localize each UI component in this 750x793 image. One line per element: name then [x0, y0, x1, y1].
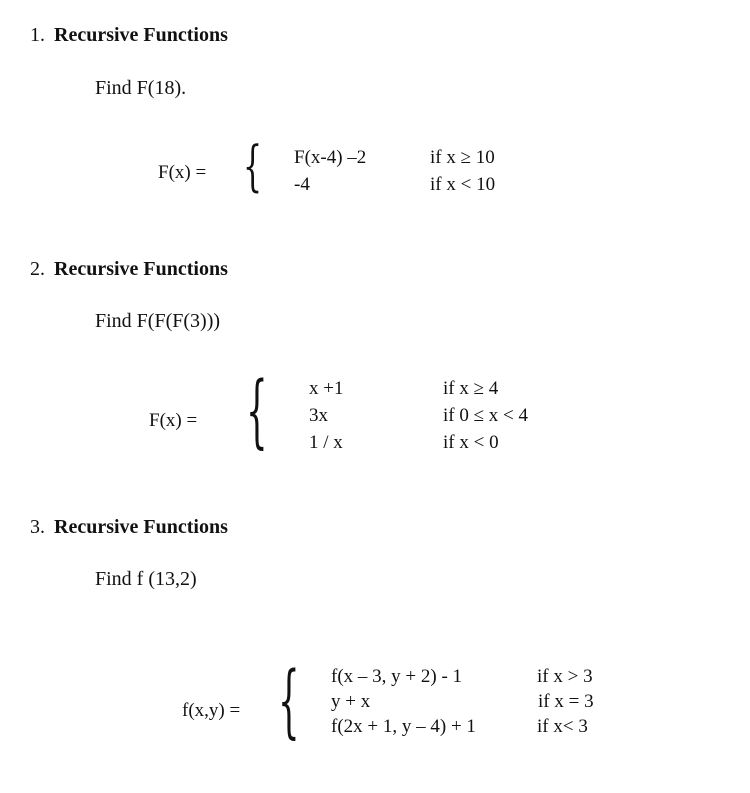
- problem-3-brace: {: [278, 656, 300, 748]
- problem-1-lhs: F(x) =: [158, 162, 207, 183]
- problem-1-heading: [30, 24, 228, 47]
- problem-2-number: 2.: [30, 258, 45, 280]
- problem-3-case-2-expr: y + x: [331, 691, 371, 712]
- problem-2-title: Recursive Functions: [54, 258, 228, 280]
- problem-2-case-2-cond: if 0 ≤ x < 4: [443, 405, 528, 426]
- problem-3-lhs: f(x,y) =: [182, 700, 241, 721]
- problem-2-case-1-cond: if x ≥ 4: [443, 378, 499, 399]
- problem-1-case-2-expr: -4: [294, 174, 310, 195]
- problem-3-title: Recursive Functions: [54, 516, 228, 538]
- problem-1-case-1-expr: F(x-4) –2: [294, 147, 367, 168]
- problem-3-prompt: Find f (13,2): [95, 568, 197, 590]
- problem-3-case-1-expr: f(x – 3, y + 2) - 1: [331, 666, 463, 687]
- problem-3-case-1-cond: if x > 3: [537, 666, 593, 687]
- problem-2-case-3-expr: 1 / x: [309, 432, 343, 453]
- problem-2-case-3-cond: if x < 0: [443, 432, 499, 453]
- problem-2-brace: {: [246, 366, 268, 458]
- problem-1-case-1-cond: if x ≥ 10: [430, 147, 495, 168]
- problem-1-prompt: Find F(18).: [95, 77, 187, 99]
- problem-3-case-3-cond: if x< 3: [537, 716, 588, 737]
- problem-1-title: Recursive Functions: [54, 24, 228, 46]
- problem-3-case-2-cond: if x = 3: [538, 691, 594, 712]
- problem-2-lhs: F(x) =: [149, 410, 198, 431]
- problem-2-heading: [30, 258, 228, 281]
- problem-3-heading: [30, 516, 228, 539]
- problem-2-case-2-expr: 3x: [309, 405, 328, 426]
- problem-1-number: 1.: [30, 24, 45, 46]
- problem-3-number: 3.: [30, 516, 45, 538]
- problem-1-brace: {: [243, 135, 263, 199]
- problem-2-case-1-expr: x +1: [309, 378, 344, 399]
- problem-3-case-3-expr: f(2x + 1, y – 4) + 1: [331, 716, 476, 737]
- problem-2-prompt: Find F(F(F(3))): [95, 310, 221, 332]
- problem-1-case-2-cond: if x < 10: [430, 174, 496, 195]
